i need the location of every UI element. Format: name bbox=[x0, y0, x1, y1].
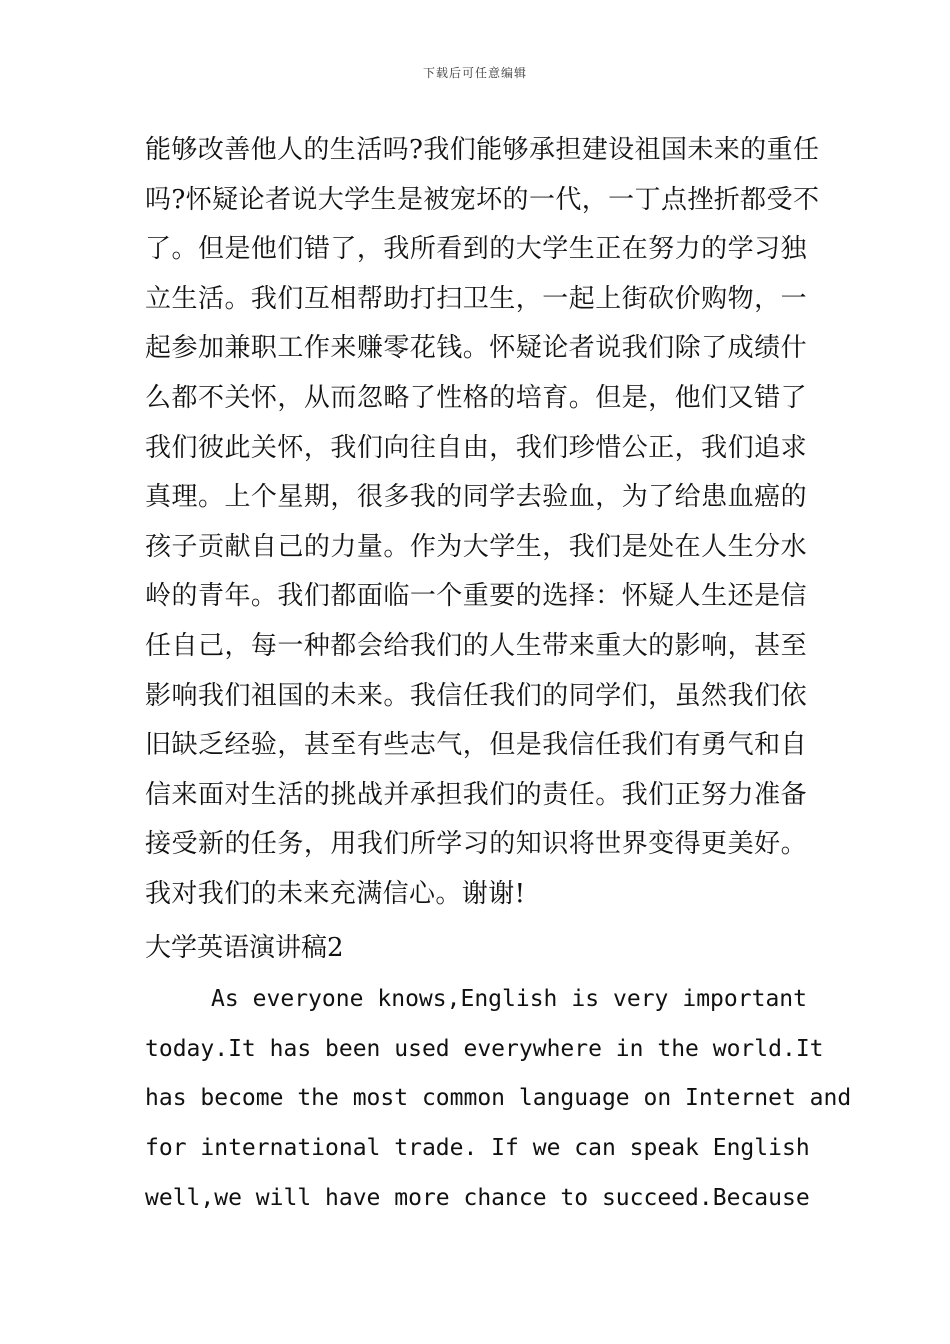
paragraph-line: for international trade. If we can speak English bbox=[145, 1135, 810, 1162]
paragraph-line: 我对我们的未来充满信心。谢谢! bbox=[145, 878, 526, 909]
paragraph-line: well,we will have more chance to succeed.Because bbox=[145, 1184, 810, 1211]
chinese-paragraph bbox=[145, 126, 820, 920]
paragraph-line: 接受新的任务，用我们所学习的知识将世界变得更美好。 bbox=[145, 829, 807, 860]
paragraph-line: 起参加兼职工作来赚零花钱。怀疑论者说我们除了成绩什 bbox=[145, 333, 807, 364]
paragraph-line: 旧缺乏经验，甚至有些志气，但是我信任我们有勇气和自 bbox=[145, 730, 807, 761]
paragraph-line: today.It has been used everywhere in the world.It bbox=[145, 1035, 824, 1062]
section-heading: 大学英语演讲稿2 bbox=[145, 933, 344, 963]
paragraph-line: 立生活。我们互相帮助打扫卫生，一起上街砍价购物，一 bbox=[145, 283, 807, 314]
paragraph-line: 任自己，每一种都会给我们的人生带来重大的影响，甚至 bbox=[145, 630, 807, 661]
paragraph-line: 真理。上个星期，很多我的同学去验血，为了给患血癌的 bbox=[145, 482, 807, 513]
paragraph-line: 吗?怀疑论者说大学生是被宠坏的一代，一丁点挫折都受不 bbox=[145, 184, 820, 215]
paragraph-line: 孩子贡献自己的力量。作为大学生，我们是处在人生分水 bbox=[145, 531, 807, 562]
page-header-note: 下载后可任意编辑 bbox=[422, 66, 527, 80]
english-paragraph bbox=[145, 975, 852, 1223]
paragraph-line: As everyone knows,English is very important bbox=[211, 986, 807, 1012]
paragraph-line: 我们彼此关怀，我们向往自由，我们珍惜公正，我们追求 bbox=[145, 432, 807, 463]
paragraph-line: 信来面对生活的挑战并承担我们的责任。我们正努力准备 bbox=[145, 779, 807, 810]
paragraph-line: 岭的青年。我们都面临一个重要的选择：怀疑人生还是信 bbox=[145, 581, 807, 612]
paragraph-line: has become the most common language on Internet and bbox=[145, 1085, 852, 1112]
paragraph-line: 么都不关怀，从而忽略了性格的培育。但是，他们又错了 bbox=[145, 382, 807, 413]
paragraph-line: 能够改善他人的生活吗?我们能够承担建设祖国未来的重任 bbox=[145, 135, 820, 165]
paragraph-line: 了。但是他们错了，我所看到的大学生正在努力的学习独 bbox=[145, 234, 807, 265]
paragraph-line: 影响我们祖国的未来。我信任我们的同学们，虽然我们依 bbox=[145, 680, 807, 711]
